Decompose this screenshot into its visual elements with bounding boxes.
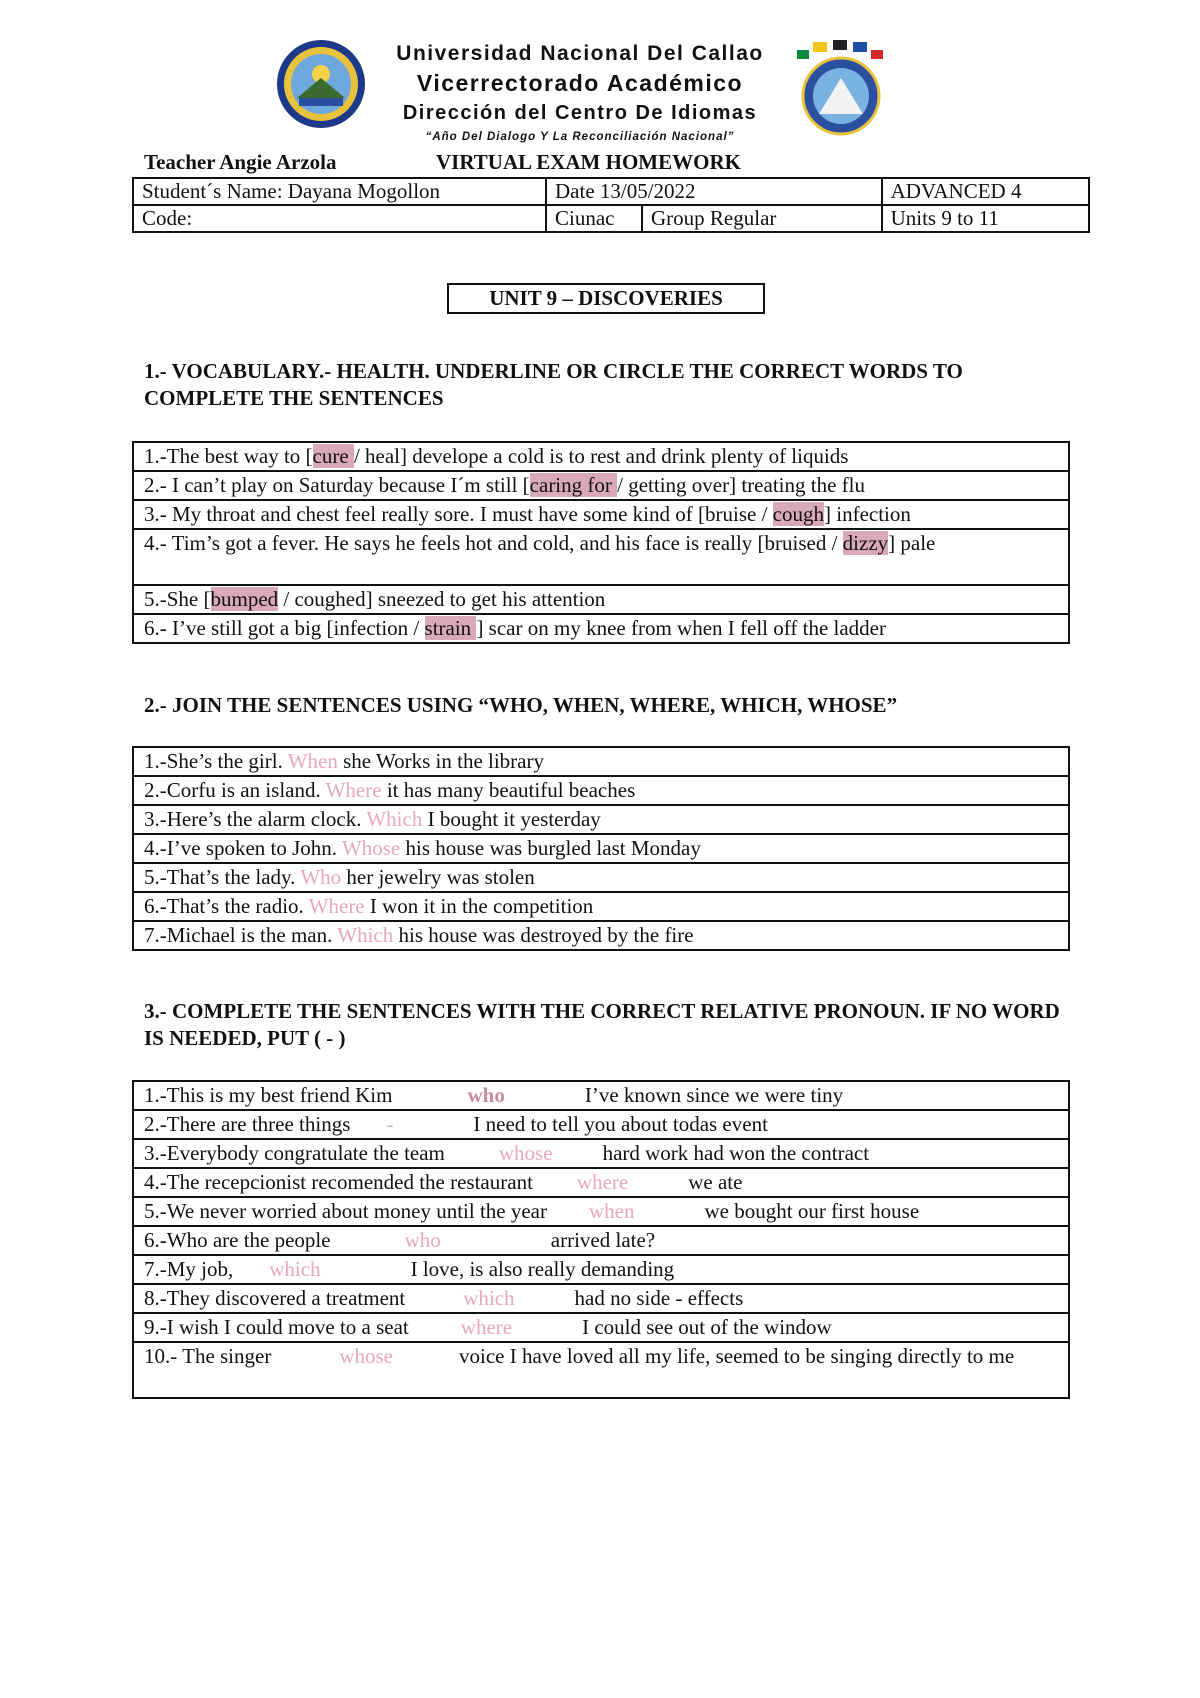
student-name-cell: Student´s Name: Dayana Mogollon bbox=[133, 178, 546, 205]
sentence-text: 10.- The singer bbox=[144, 1344, 272, 1368]
highlighted-answer: strain bbox=[424, 616, 477, 640]
table-row bbox=[133, 863, 1069, 892]
units-cell: Units 9 to 11 bbox=[882, 205, 1089, 232]
answer-word: Where bbox=[325, 778, 382, 802]
sentence-text: 5.-She [ bbox=[144, 587, 211, 611]
university-name: Universidad Nacional Del Callao bbox=[396, 42, 764, 65]
code-cell: Code: bbox=[133, 205, 546, 232]
sentence-text: 4.- Tim’s got a fever. He says he feels hot and cold, and his face is really [bruised / bbox=[144, 531, 843, 555]
table-row bbox=[133, 471, 1069, 500]
sentence-text: her jewelry was stolen bbox=[341, 865, 535, 889]
year-motto: “Año Del Dialogo Y La Reconciliación Nacional” bbox=[425, 131, 735, 143]
sentence-text: 2.-Corfu is an island. bbox=[144, 778, 326, 802]
sentence-text: 4.-The recepcionist recomended the restaurant bbox=[144, 1170, 533, 1194]
sentence-text: I bought it yesterday bbox=[422, 807, 601, 831]
sentence-text: his house was burgled last Monday bbox=[400, 836, 701, 860]
answer-word: where bbox=[576, 1170, 629, 1194]
letterhead-text bbox=[340, 40, 820, 146]
level-cell: ADVANCED 4 bbox=[882, 178, 1089, 205]
answer-word: - bbox=[386, 1112, 394, 1136]
table-row bbox=[133, 529, 1069, 585]
sentence-text: / coughed] sneezed to get his attention bbox=[278, 587, 606, 611]
answer-word: Which bbox=[337, 923, 394, 947]
highlighted-answer: dizzy bbox=[842, 531, 889, 555]
table-row bbox=[133, 1081, 1069, 1110]
teacher-name: Teacher Angie Arzola bbox=[144, 150, 337, 174]
answer-word: whose bbox=[339, 1344, 394, 1368]
answer-word: who bbox=[467, 1083, 505, 1107]
sentence-text: I love, is also really demanding bbox=[410, 1257, 675, 1281]
sentence-text: voice I have loved all my life, seemed to be singing directly to me bbox=[459, 1344, 1015, 1368]
sentence-text: 3.- My throat and chest feel really sore. I must have some kind of [bruise / bbox=[144, 502, 773, 526]
answer-word: which bbox=[269, 1257, 321, 1281]
table-row bbox=[133, 1110, 1069, 1139]
sentence-text: I need to tell you about todas event bbox=[473, 1112, 768, 1136]
table-row bbox=[133, 585, 1069, 614]
unit-title: UNIT 9 – DISCOVERIES bbox=[447, 283, 765, 314]
sentence-text: 6.-That’s the radio. bbox=[144, 894, 309, 918]
sentence-text: ] infection bbox=[824, 502, 911, 526]
table-row bbox=[133, 921, 1069, 950]
table-row bbox=[133, 1168, 1069, 1197]
section3-title: 3.- COMPLETE THE SENTENCES WITH THE CORRECT RELATIVE PRONOUN. IF NO WORD IS NEEDED, PUT ( - ) bbox=[144, 999, 1060, 1050]
sentence-text: 3.-Here’s the alarm clock. bbox=[144, 807, 367, 831]
table-row bbox=[133, 1284, 1069, 1313]
sentence-text: 9.-I wish I could move to a seat bbox=[144, 1315, 409, 1339]
highlighted-answer: cough bbox=[772, 502, 824, 526]
sentence-text: arrived late? bbox=[550, 1228, 656, 1252]
sentence-text: 5.-We never worried about money until the year bbox=[144, 1199, 547, 1223]
table-row bbox=[133, 1226, 1069, 1255]
sentence-text: 3.-Everybody congratulate the team bbox=[144, 1141, 445, 1165]
answer-word: which bbox=[463, 1286, 515, 1310]
table-row bbox=[133, 805, 1069, 834]
sentence-text: ] pale bbox=[888, 531, 936, 555]
group-cell: Group Regular bbox=[642, 205, 882, 232]
table-row bbox=[133, 1255, 1069, 1284]
date-cell: Date 13/05/2022 bbox=[546, 178, 882, 205]
ciunac-cell: Ciunac bbox=[546, 205, 642, 232]
vice-rectorate: Vicerrectorado Académico bbox=[416, 70, 744, 96]
table-row bbox=[133, 747, 1069, 776]
section3-table bbox=[132, 1080, 1070, 1399]
answer-word: Where bbox=[308, 894, 365, 918]
sentence-text: 2.-There are three things bbox=[144, 1112, 351, 1136]
sentence-text: I’ve known since we were tiny bbox=[584, 1083, 844, 1107]
table-row bbox=[133, 892, 1069, 921]
sentence-text: 4.-I’ve spoken to John. bbox=[144, 836, 342, 860]
sentence-text: it has many beautiful beaches bbox=[381, 778, 636, 802]
sentence-text: his house was destroyed by the fire bbox=[393, 923, 694, 947]
highlighted-answer: bumped bbox=[210, 587, 279, 611]
sentence-text: hard work had won the contract bbox=[602, 1141, 870, 1165]
sentence-text: 1.-She’s the girl. bbox=[144, 749, 288, 773]
table-row bbox=[133, 1197, 1069, 1226]
table-row bbox=[133, 442, 1069, 471]
section2-table bbox=[132, 746, 1070, 951]
answer-word: where bbox=[460, 1315, 513, 1339]
section2-title: 2.- JOIN THE SENTENCES USING “WHO, WHEN, WHERE, WHICH, WHOSE” bbox=[144, 693, 898, 717]
answer-word: when bbox=[589, 1199, 635, 1223]
sentence-text: / heal] develope a cold is to rest and drink plenty of liquids bbox=[353, 444, 849, 468]
sentence-text: I won it in the competition bbox=[364, 894, 594, 918]
sentence-text: 7.-Michael is the man. bbox=[144, 923, 338, 947]
sentence-text: 7.-My job, bbox=[144, 1257, 234, 1281]
sentence-text: / getting over] treating the flu bbox=[617, 473, 865, 497]
homework-title: VIRTUAL EXAM HOMEWORK bbox=[436, 150, 741, 174]
answer-word: Which bbox=[366, 807, 423, 831]
student-info-table bbox=[132, 177, 1090, 233]
sentence-text: ] scar on my knee from when I fell off the ladder bbox=[476, 616, 886, 640]
table-row bbox=[133, 500, 1069, 529]
language-center: Dirección del Centro De Idiomas bbox=[402, 102, 758, 124]
sentence-text: we bought our first house bbox=[704, 1199, 920, 1223]
answer-word: who bbox=[404, 1228, 441, 1252]
sentence-text: 6.- I’ve still got a big [infection / bbox=[144, 616, 425, 640]
section1-title: 1.- VOCABULARY.- HEALTH. UNDERLINE OR CIRCLE THE CORRECT WORDS TO COMPLETE THE SENTENCES bbox=[144, 359, 963, 410]
sentence-text: I could see out of the window bbox=[582, 1315, 832, 1339]
highlighted-answer: caring for bbox=[529, 473, 618, 497]
sentence-text: 8.-They discovered a treatment bbox=[144, 1286, 406, 1310]
answer-word: whose bbox=[498, 1141, 553, 1165]
sentence-text: had no side - effects bbox=[574, 1286, 744, 1310]
table-row bbox=[133, 1342, 1069, 1398]
sentence-text: 2.- I can’t play on Saturday because I´m still [ bbox=[144, 473, 530, 497]
sentence-text: we ate bbox=[688, 1170, 743, 1194]
answer-word: Who bbox=[300, 865, 342, 889]
sentence-text: she Works in the library bbox=[337, 749, 544, 773]
answer-word: When bbox=[287, 749, 338, 773]
highlighted-answer: cure bbox=[312, 444, 354, 468]
sentence-text: 5.-That’s the lady. bbox=[144, 865, 301, 889]
section1-table bbox=[132, 441, 1070, 644]
sentence-text: 1.-The best way to [ bbox=[144, 444, 313, 468]
table-row bbox=[133, 1139, 1069, 1168]
sentence-text: 1.-This is my best friend Kim bbox=[144, 1083, 393, 1107]
table-row bbox=[133, 776, 1069, 805]
table-row bbox=[133, 614, 1069, 643]
table-row bbox=[133, 1313, 1069, 1342]
sentence-text: 6.-Who are the people bbox=[144, 1228, 331, 1252]
table-row bbox=[133, 834, 1069, 863]
answer-word: Whose bbox=[341, 836, 401, 860]
